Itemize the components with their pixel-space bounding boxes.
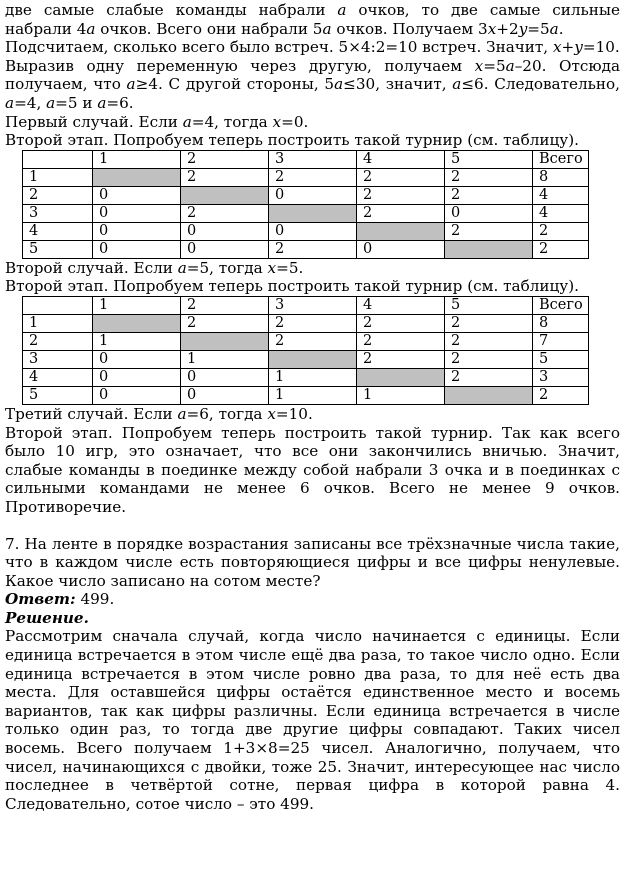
- table-header-row: [23, 296, 589, 314]
- diagonal-cell: [445, 386, 533, 404]
- table-cell: 2: [445, 222, 533, 240]
- table-cell: 8: [533, 314, 589, 332]
- table-cell: 4: [23, 222, 93, 240]
- table-cell: 2: [23, 332, 93, 350]
- table-header-row: [23, 150, 589, 168]
- solution-heading: [5, 609, 620, 628]
- table-cell: 2: [533, 240, 589, 258]
- table-row: [23, 332, 589, 350]
- table-cell: 0: [93, 350, 181, 368]
- header-cell: 2: [181, 296, 269, 314]
- paragraph-contradiction: Второй этап. Попробуем теперь построить такой турнир. Так как всего было 10 игр, это означает, что все они закончились вничью. Значит, слабые команды в поединке между собой набрали 3 очка и в поединках с сильными командами не менее 6 очков. Всего не менее 9 очков. Противоречие.: [5, 423, 620, 516]
- table-cell: 0: [269, 186, 357, 204]
- header-cell: 2: [181, 150, 269, 168]
- problem-7-statement: 7. На ленте в порядке возрастания записаны все трёхзначные числа такие, что в каждом числе есть повторяющиеся цифры и все цифры ненулевые. Какое число записано на сотом месте?: [5, 534, 620, 590]
- table-cell: 0: [445, 204, 533, 222]
- case-two-heading: Второй случай. Если a=5, тогда x=5.: [5, 258, 304, 277]
- table-cell: 1: [23, 168, 93, 186]
- header-cell: 4: [357, 296, 445, 314]
- table-cell: 2: [23, 186, 93, 204]
- table-cell: 8: [533, 168, 589, 186]
- table-cell: 2: [181, 314, 269, 332]
- paragraph-meetings: Подсчитаем, сколько всего было встреч. 5×4:2=10 встреч. Значит, x+y=10.: [5, 38, 620, 57]
- table-cell: 2: [357, 314, 445, 332]
- table-cell: 2: [269, 332, 357, 350]
- header-cell: [23, 296, 93, 314]
- table-cell: 0: [93, 186, 181, 204]
- table-cell: 7: [533, 332, 589, 350]
- header-cell: Всего: [533, 296, 589, 314]
- table-cell: 0: [269, 222, 357, 240]
- diagonal-cell: [357, 368, 445, 386]
- table-cell: 4: [23, 368, 93, 386]
- paragraph-equation: две самые слабые команды набрали a очков, то две самые сильные набрали 4a очков. Всего они набрали 5a очков. Получаем 3x+2y=5a.: [5, 1, 620, 38]
- case-three-heading: Третий случай. Если a=6, тогда x=10.: [5, 404, 313, 423]
- solution-text: Рассмотрим сначала случай, когда число начинается с единицы. Если единица встречается в этом числе ещё два раза, то такое число одно. Если единица встречается в этом числе ровно два раза, то для неё есть два места. Для оставшейся цифры остаётся единственное место и восемь вариантов, так как цифры различны. Если единица встречается в числе только один раз, то тогда две другие цифры совпадают. Таких чисел восемь. Всего получаем 1+3×8=25 чисел. Аналогично, получаем, что чисел, начинающихся с двойки, тоже 25. Значит, интересующее нас число последнее в четвёртой сотне, первая цифра в которой равна 4. Следовательно, сотое число – это 499.: [5, 627, 620, 813]
- table-cell: 3: [23, 350, 93, 368]
- table-cell: 5: [23, 240, 93, 258]
- header-cell: 5: [445, 150, 533, 168]
- table-cell: 0: [181, 222, 269, 240]
- case-one-heading: Первый случай. Если a=4, тогда x=0.: [5, 112, 309, 131]
- table-cell: 2: [445, 168, 533, 186]
- table-cell: 2: [269, 168, 357, 186]
- header-cell: 5: [445, 296, 533, 314]
- table-cell: 2: [181, 204, 269, 222]
- header-cell: Всего: [533, 150, 589, 168]
- table-cell: 0: [181, 368, 269, 386]
- table-row: [23, 168, 589, 186]
- table-row: [23, 368, 589, 386]
- table-cell: 3: [23, 204, 93, 222]
- table-cell: 2: [445, 350, 533, 368]
- table-row: [23, 222, 589, 240]
- table-cell: 1: [269, 386, 357, 404]
- header-cell: 1: [93, 296, 181, 314]
- table-cell: 2: [357, 204, 445, 222]
- table-row: [23, 350, 589, 368]
- table-cell: 1: [357, 386, 445, 404]
- table-cell: 0: [357, 240, 445, 258]
- diagonal-cell: [357, 222, 445, 240]
- header-cell: 4: [357, 150, 445, 168]
- stage-two-text-1: Второй этап. Попробуем теперь построить такой турнир (см. таблицу).: [5, 131, 579, 150]
- header-cell: 3: [269, 150, 357, 168]
- table-cell: 1: [93, 332, 181, 350]
- header-cell: [23, 150, 93, 168]
- table-cell: 2: [445, 314, 533, 332]
- header-cell: 1: [93, 150, 181, 168]
- table-cell: 0: [93, 368, 181, 386]
- table-cell: 2: [533, 222, 589, 240]
- table-row: [23, 386, 589, 404]
- table-cell: 2: [357, 332, 445, 350]
- table-cell: 2: [269, 240, 357, 258]
- answer-line: [5, 590, 620, 609]
- table-cell: 5: [23, 386, 93, 404]
- diagonal-cell: [181, 186, 269, 204]
- spacer: [5, 517, 620, 535]
- diagonal-cell: [93, 314, 181, 332]
- table-cell: 2: [181, 168, 269, 186]
- diagonal-cell: [181, 332, 269, 350]
- diagonal-cell: [445, 240, 533, 258]
- solution-label: Решение.: [5, 608, 89, 627]
- table-cell: 2: [445, 332, 533, 350]
- header-cell: 3: [269, 296, 357, 314]
- diagonal-cell: [93, 168, 181, 186]
- table-row: [23, 204, 589, 222]
- table-cell: 5: [533, 350, 589, 368]
- table-cell: 2: [533, 386, 589, 404]
- table-cell: 2: [357, 350, 445, 368]
- table-cell: 1: [23, 314, 93, 332]
- table-cell: 1: [181, 350, 269, 368]
- table-cell: 4: [533, 204, 589, 222]
- diagonal-cell: [269, 204, 357, 222]
- table-cell: 2: [445, 368, 533, 386]
- table-cell: 2: [357, 186, 445, 204]
- table-cell: 2: [269, 314, 357, 332]
- tournament-table-2: [22, 296, 589, 405]
- answer-label: Ответ:: [5, 590, 76, 609]
- answer-value: 499.: [75, 590, 115, 609]
- table-cell: 2: [445, 186, 533, 204]
- table-cell: 0: [181, 240, 269, 258]
- table-cell: 2: [357, 168, 445, 186]
- table-row: [23, 240, 589, 258]
- stage-two-text-2: Второй этап. Попробуем теперь построить такой турнир (см. таблицу).: [5, 277, 579, 296]
- table-cell: 0: [181, 386, 269, 404]
- table-cell: 4: [533, 186, 589, 204]
- table-cell: 3: [533, 368, 589, 386]
- diagonal-cell: [269, 350, 357, 368]
- table-row: [23, 186, 589, 204]
- table-cell: 0: [93, 222, 181, 240]
- table-cell: 0: [93, 240, 181, 258]
- table-cell: 1: [269, 368, 357, 386]
- paragraph-bounds: Выразив одну переменную через другую, получаем x=5a–20. Отсюда получаем, что a≥4. С другой стороны, 5a≤30, значит, a≤6. Следовательно, a=4, a=5 и a=6.: [5, 56, 621, 112]
- table-row: [23, 314, 589, 332]
- table-cell: 0: [93, 204, 181, 222]
- tournament-table-1: [22, 150, 589, 259]
- table-cell: 0: [93, 386, 181, 404]
